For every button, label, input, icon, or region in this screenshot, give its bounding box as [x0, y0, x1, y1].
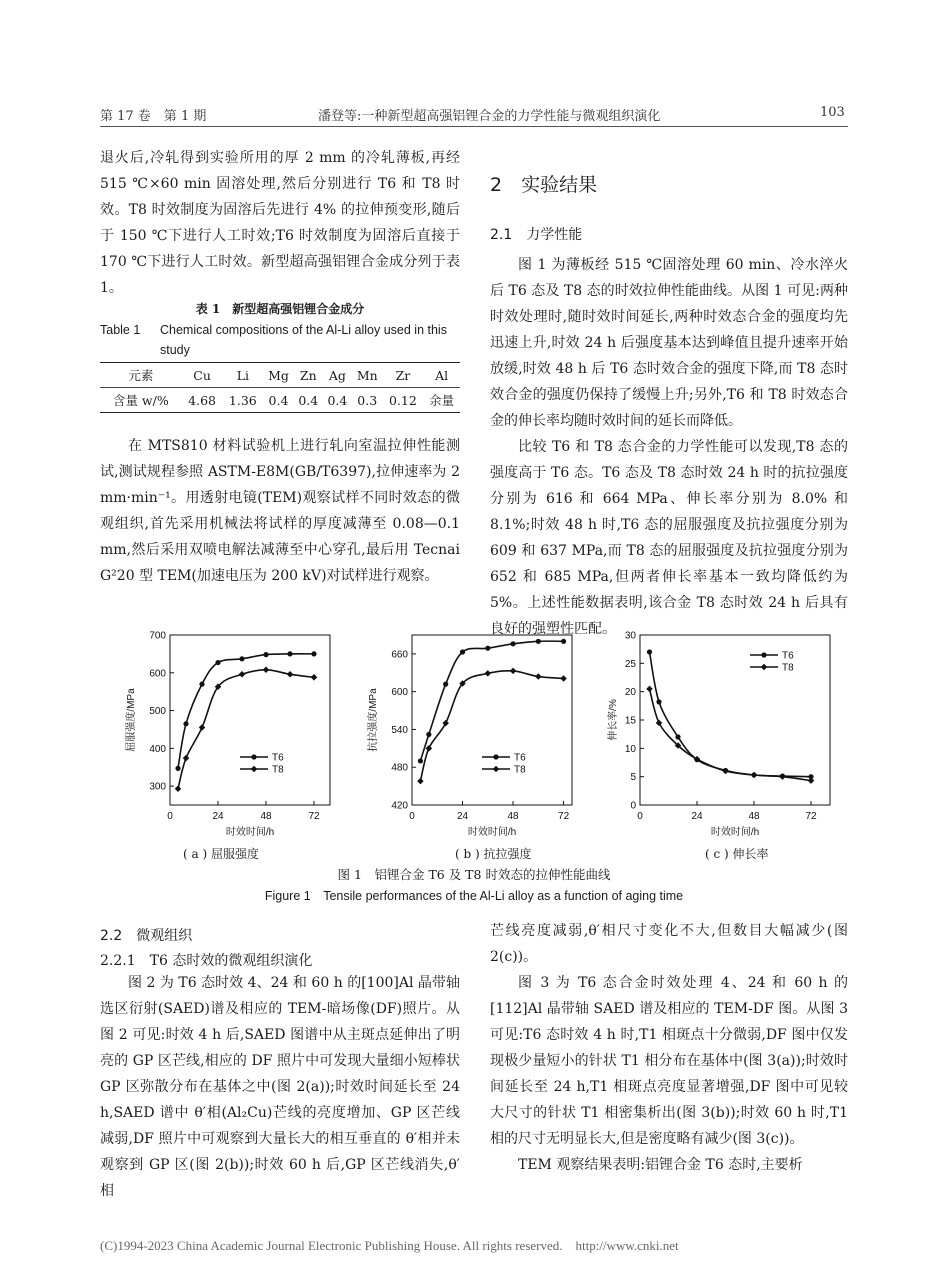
table-caption-en-label: Table 1 [100, 323, 141, 337]
chart-b-container [350, 625, 590, 860]
right-bottom-paragraph-0: 芒线亮度减弱,θ′相尺寸变化不大,但数目大幅减少(图 2(c))。 [490, 923, 848, 965]
data-point-t6 [175, 766, 180, 771]
table-header-cell: Zr [395, 367, 411, 383]
x-tick-label: 48 [748, 811, 760, 822]
data-point-t6 [199, 682, 204, 687]
table-header-cell: Li [236, 367, 249, 383]
data-point-t6 [418, 758, 423, 763]
data-point-t6 [460, 649, 465, 654]
data-point-t6 [183, 721, 188, 726]
data-point-t8 [183, 755, 190, 762]
x-tick-label: 0 [637, 811, 643, 822]
data-point-t6 [675, 734, 680, 739]
table-cell: 0.4 [298, 392, 319, 408]
y-tick-label: 500 [149, 706, 166, 718]
table-row [100, 388, 460, 413]
right-column-bottom [490, 918, 848, 1178]
x-tick-label: 72 [805, 811, 817, 822]
data-point-t6 [647, 649, 652, 654]
y-axis-label: 屈服强度/MPa [126, 688, 137, 752]
data-point-t8 [560, 675, 567, 682]
header-volume: 第 17 卷 第 1 期 [100, 109, 207, 124]
data-point-t8 [311, 674, 318, 681]
x-tick-label: 48 [507, 811, 519, 822]
x-axis-label: 时效时间/h [710, 827, 760, 838]
data-point-t8 [417, 778, 424, 785]
subfigure-label-a: ( a ) 屈服强度 [183, 847, 259, 861]
y-tick-label: 540 [391, 724, 408, 736]
right-paragraph-2: 比较 T6 和 T8 态合金的力学性能可以发现,T8 态的强度高于 T6 态。T6 态及 T8 态时效 24 h 时的抗拉强度分别为 616 和 664 MPa、伸长率分别为 8.0% 和 8.1%;时效 48 h 时,T6 态的屈服强度及抗拉强度分别为 609 和 637 MPa,而 T8 态的屈服强度及抗拉强度分别为 652 和 685 MPa,但两者伸长率基本一致均降低约为 5%。上述性能数据表明,该合金 T8 态时效 24 h 后具有良好的强塑性匹配。 [490, 439, 848, 637]
header-title: 潘登等:一种新型超高强铝锂合金的力学性能与微观组织演化 [318, 109, 661, 124]
y-tick-label: 30 [624, 630, 636, 642]
figure-caption-en: Figure 1 Tensile performances of the Al-Li alloy as a function of aging time [264, 889, 684, 903]
section-heading-2: 2 实验结果 [490, 174, 598, 196]
legend-label-t8: T8 [514, 764, 526, 776]
x-axis-label: 时效时间/h [225, 827, 275, 838]
table-header-cell: Cu [193, 367, 211, 383]
data-point-t6 [426, 732, 431, 737]
subfigure-label-c: ( c ) 伸长率 [705, 847, 769, 861]
right-paragraph-1: 图 1 为薄板经 515 ℃固溶处理 60 min、冷水淬火后 T6 态及 T8 态的时效拉伸性能曲线。从图 1 可见:两种时效处理时,随时效时间延长,两种时效态合金的强度均先迅速上升,时效 24 h 后强度基本达到峰值且提升速率开始放缓,时效 48 h 后 T6 态时效合金的强度下降,而 T8 态时效合金的强度仍保持了缓慢上升;另外,T6 和 T8 时效态合金的伸长率均随时效时间的延长而降低。 [490, 257, 848, 429]
chart-tensile-strength [350, 625, 590, 860]
table-cell: 余量 [429, 393, 455, 408]
table-header-cell: Al [435, 367, 449, 383]
table-header-cell: Mn [356, 367, 378, 383]
legend-marker-t8 [251, 766, 258, 773]
right-column-top [490, 252, 848, 642]
legend-marker-t6 [493, 754, 498, 759]
table-header-cell: Zn [299, 367, 317, 383]
data-point-t6 [510, 641, 515, 646]
y-tick-label: 300 [149, 781, 166, 793]
subsubsection-heading-2-2-1: 2.2.1 T6 态时效的微观组织演化 [100, 953, 313, 969]
data-point-t6 [311, 651, 316, 656]
table-cell: 0.3 [357, 392, 378, 408]
data-point-t6 [536, 639, 541, 644]
y-tick-label: 480 [391, 762, 408, 774]
data-point-t8 [510, 668, 517, 675]
data-point-t8 [808, 777, 815, 784]
data-point-t8 [485, 670, 492, 677]
legend-label-t6: T6 [782, 650, 794, 662]
x-tick-label: 48 [260, 811, 272, 822]
data-point-t6 [239, 656, 244, 661]
y-tick-label: 600 [149, 668, 166, 680]
legend-label-t6: T6 [514, 752, 526, 764]
y-tick-label: 5 [630, 772, 636, 784]
data-point-t8 [263, 667, 270, 674]
series-line-t6 [178, 654, 314, 769]
data-point-t8 [779, 773, 786, 780]
series-line-t8 [650, 689, 812, 781]
left-column-section-22 [100, 970, 460, 1204]
y-tick-label: 0 [630, 800, 636, 812]
data-point-t8 [426, 745, 433, 752]
chart-c-container [600, 625, 848, 860]
plot-frame [170, 635, 330, 805]
legend-label-t8: T8 [782, 662, 794, 674]
table-caption-cn: 表 1 新型超高强铝锂合金成分 [195, 302, 365, 316]
table-header-cell: Ag [328, 367, 346, 383]
data-point-t6 [263, 652, 268, 657]
table-cell: 4.68 [188, 392, 216, 408]
data-point-t8 [287, 671, 294, 678]
data-point-t8 [199, 724, 206, 731]
x-tick-label: 24 [691, 811, 703, 822]
figure-caption-cn: 图 1 铝锂合金 T6 及 T8 时效态的拉伸性能曲线 [337, 867, 611, 882]
data-point-t6 [443, 682, 448, 687]
table-header-row [100, 363, 460, 388]
y-tick-label: 10 [624, 743, 636, 755]
chart-yield-strength [100, 625, 340, 860]
x-tick-label: 72 [308, 811, 320, 822]
y-tick-label: 25 [624, 658, 636, 670]
data-point-t6 [561, 639, 566, 644]
composition-table [100, 362, 460, 413]
x-tick-label: 0 [409, 811, 415, 822]
legend-marker-t6 [761, 652, 766, 657]
y-tick-label: 400 [149, 743, 166, 755]
table-cell: 0.12 [388, 392, 417, 408]
x-tick-label: 0 [167, 811, 173, 822]
left-paragraph-2: 在 MTS810 材料试验机上进行轧向室温拉伸性能测试,测试规程参照 ASTM-E8M(GB/T6397),拉伸速率为 2 mm·min⁻¹。用透射电镜(TEM)观察试样不同时效态的微观组织,首先采用机械法将试样的厚度减薄至 0.08—0.1 mm,然后采用双喷电解法减薄至中心穿孔,最后用 Tecnai G²20 型 TEM(加速电压为 200 kV)对试样进行观察。 [100, 438, 460, 584]
header-rule [100, 126, 848, 127]
series-line-t8 [420, 671, 563, 781]
data-point-t8 [751, 772, 758, 779]
data-point-t6 [215, 660, 220, 665]
data-point-t8 [656, 720, 663, 727]
data-point-t6 [485, 646, 490, 651]
legend-marker-t6 [251, 754, 256, 759]
y-axis-label: 伸长率/% [608, 699, 619, 741]
header-page-number: 103 [820, 105, 845, 120]
data-point-t8 [442, 720, 449, 727]
x-tick-label: 72 [558, 811, 570, 822]
legend-label-t6: T6 [272, 752, 284, 764]
data-point-t6 [656, 699, 661, 704]
data-point-t6 [287, 651, 292, 656]
x-axis-label: 时效时间/h [467, 827, 517, 838]
y-tick-label: 420 [391, 800, 408, 812]
x-tick-label: 24 [212, 811, 224, 822]
y-tick-label: 600 [391, 687, 408, 699]
table-cell: 0.4 [268, 392, 289, 408]
right-bottom-paragraph-2: TEM 观察结果表明:铝锂合金 T6 态时,主要析 [518, 1157, 803, 1173]
y-tick-label: 700 [149, 630, 166, 642]
subsection-heading-2-1: 2.1 力学性能 [490, 227, 583, 243]
subsection-heading-2-2: 2.2 微观组织 [100, 928, 193, 944]
left-column-top [100, 145, 460, 301]
table-header-cell: 元素 [128, 368, 154, 383]
plot-frame [412, 635, 572, 805]
left-column-bottom [100, 433, 460, 589]
legend-label-t8: T8 [272, 764, 284, 776]
table-header-cell: Mg [268, 367, 289, 383]
copyright-footer: (C)1994-2023 China Academic Journal Electronic Publishing House. All rights reserved. http://www.cnki.net [100, 1238, 679, 1253]
left-paragraph-1: 退火后,冷轧得到实验所用的厚 2 mm 的冷轧薄板,再经 515 ℃×60 min 固溶处理,然后分别进行 T6 和 T8 时效。T8 时效制度为固溶后先进行 4% 的拉伸预变形,随后于 150 ℃下进行人工时效;T6 时效制度为固溶后直接于 170 ℃下进行人工时效。新型超高强铝锂合金成分列于表1。 [100, 150, 460, 296]
data-point-t8 [239, 671, 246, 678]
y-axis-label: 抗拉强度/MPa [368, 688, 379, 752]
y-tick-label: 660 [391, 649, 408, 661]
table-caption-en-text: Chemical compositions of the Al-Li alloy used in this study [160, 323, 447, 357]
data-point-t8 [175, 786, 182, 793]
legend-marker-t8 [493, 766, 500, 773]
legend-marker-t8 [761, 664, 768, 671]
table-cell: 0.4 [327, 392, 348, 408]
data-point-t8 [535, 673, 542, 680]
data-point-t8 [722, 768, 729, 775]
y-tick-label: 20 [624, 687, 636, 699]
chart-a-container [100, 625, 340, 860]
y-tick-label: 15 [624, 715, 636, 727]
chart-elongation [600, 625, 848, 860]
series-line-t6 [420, 641, 563, 761]
series-line-t8 [178, 670, 314, 789]
data-point-t8 [646, 686, 653, 693]
table-cell: 1.36 [228, 392, 257, 408]
table-caption-en [100, 320, 465, 360]
right-bottom-paragraph-1: 图 3 为 T6 态合金时效处理 4、24 和 60 h 的[112]Al 晶带轴 SAED 谱及相应的 TEM-DF 图。从图 3 可见:T6 态时效 4 h 时,T1 相斑点十分微弱,DF 图中仅发现极少量短小的针状 T1 相分布在基体中(图 3(a));时效时间延长至 24 h,T1 相斑点亮度显著增强,DF 图中可见较大尺寸的针状 T1 相密集析出(图 3(b));时效 60 h 时,T1 相的尺寸无明显长大,但是密度略有减少(图 3(c))。 [490, 975, 848, 1147]
subfigure-label-b: ( b ) 抗拉强度 [455, 847, 532, 861]
section22-paragraph-1: 图 2 为 T6 态时效 4、24 和 60 h 的[100]Al 晶带轴选区衍射(SAED)谱及相应的 TEM-暗场像(DF)照片。从图 2 可见:时效 4 h 后,SAED 图谱中从主斑点延伸出了明亮的 GP 区芒线,相应的 DF 照片中可发现大量细小短棒状 GP 区弥散分布在基体之中(图 2(a));时效时间延长至 24 h,SAED 谱中 θ′相(Al₂Cu)芒线的亮度增加、GP 区芒线减弱,DF 照片中可观察到大量长大的相互垂直的 θ′相并未观察到 GP 区(图 2(b));时效 60 h 后,GP 区芒线消失,θ′相 [100, 975, 460, 1199]
table-cell: 含量 w/% [112, 393, 169, 408]
x-tick-label: 24 [456, 811, 469, 822]
